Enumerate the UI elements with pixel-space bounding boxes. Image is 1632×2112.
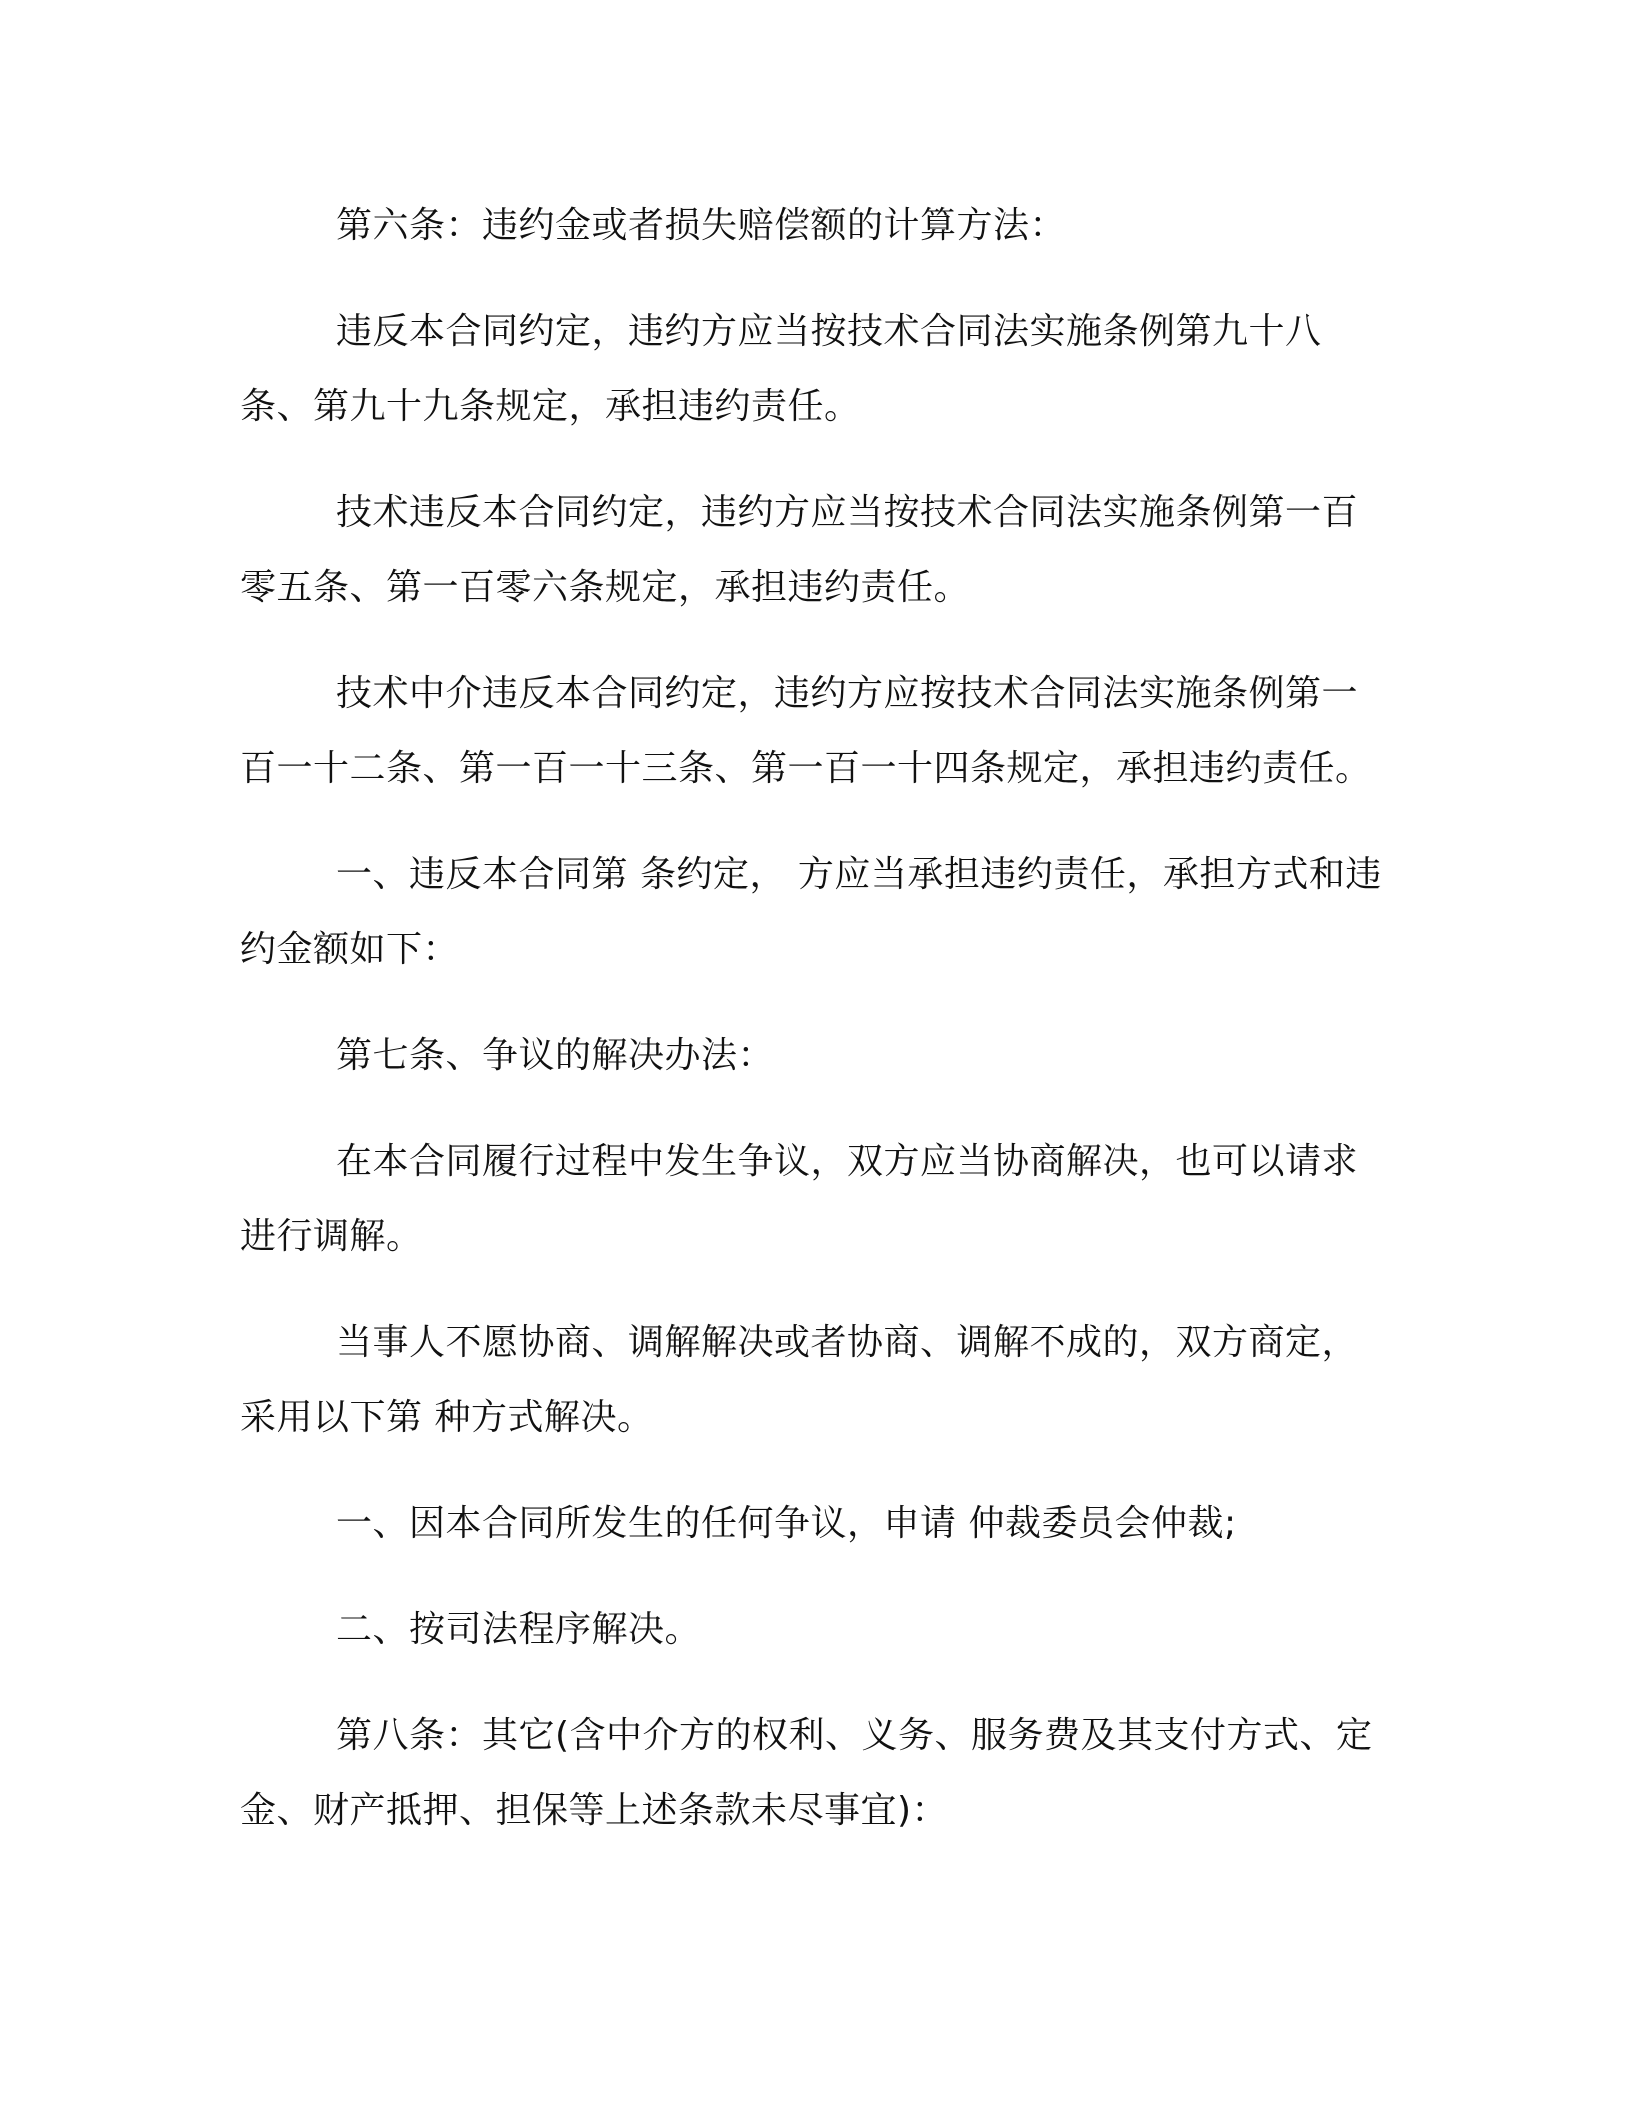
paragraph-breach-item-1: 一、违反本合同第 条约定， 方应当承担违约责任，承担方式和违约金额如下：	[240, 854, 1382, 970]
paragraph-breach-general: 违反本合同约定，违约方应当按技术合同法实施条例第九十八条、第九十九条规定，承担违约责任。	[240, 311, 1322, 427]
paragraph-dispute-method: 当事人不愿协商、调解解决或者协商、调解不成的，双方商定，采用以下第 种方式解决。	[240, 1322, 1359, 1438]
paragraph-dispute-negotiation: 在本合同履行过程中发生争议，双方应当协商解决，也可以请求进行调解。	[240, 1141, 1359, 1257]
paragraph-dispute-option-2: 二、按司法程序解决。	[336, 1609, 702, 1650]
article-6-heading: 第六条：违约金或者损失赔偿额的计算方法：	[336, 205, 1067, 246]
document-body	[240, 188, 1390, 1879]
paragraph-breach-intermediary: 技术中介违反本合同约定，违约方应按技术合同法实施条例第一百一十二条、第一百一十三条、第一百一十四条规定，承担违约责任。	[240, 673, 1372, 789]
article-7-heading: 第七条、争议的解决办法：	[336, 1035, 775, 1076]
paragraph-breach-technical: 技术违反本合同约定，违约方应当按技术合同法实施条例第一百零五条、第一百零六条规定，承担违约责任。	[240, 492, 1359, 608]
paragraph-dispute-option-1: 一、因本合同所发生的任何争议，申请 仲裁委员会仲裁;	[336, 1503, 1237, 1544]
article-8-heading: 第八条：其它(含中介方的权利、义务、服务费及其支付方式、定金、财产抵押、担保等上述条款未尽事宜)：	[240, 1715, 1373, 1831]
